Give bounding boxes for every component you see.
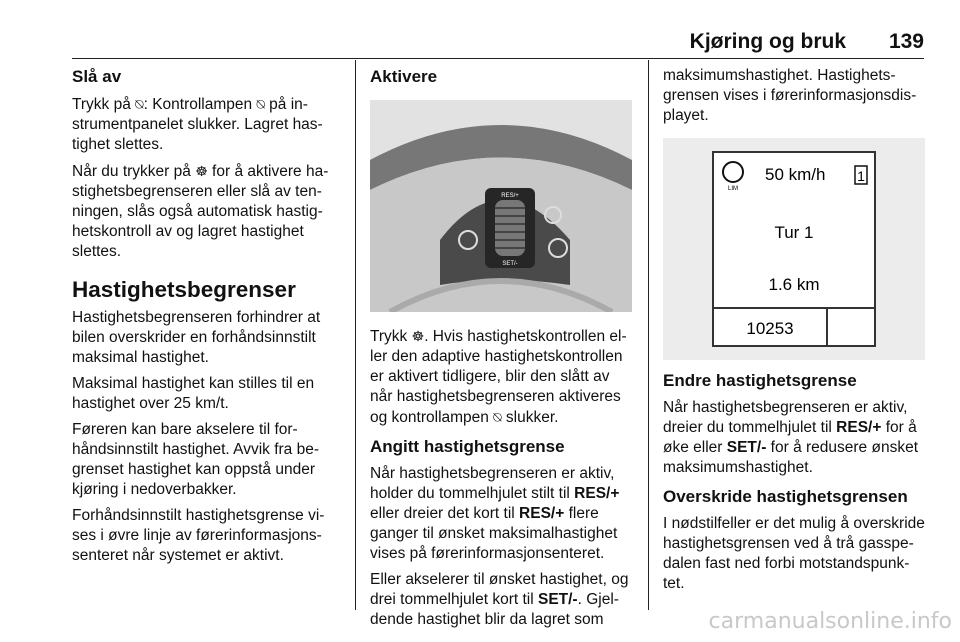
watermark: carmanualsonline.info [708,609,952,634]
set-keyword: SET/- [537,591,578,608]
trip-name: Tur 1 [774,223,814,242]
driver-info-display [663,138,925,360]
limiter-icon: ⍉ [135,96,144,112]
heading-aktivere: Aktivere [370,67,438,86]
heading-endre-hastighetsgrense: Endre hastighetsgrense [663,371,857,390]
page-number: 139 [888,30,924,53]
paragraph: Føreren kan bare akselere til for-håndsinnstilt hastighet. Avvik fra be-grenset hastighet kan oppstå under kjøring i nedoverbakker. [72,421,319,498]
paragraph [72,94,344,155]
res-keyword: RES/+ [519,505,565,522]
text: på in-strumentpanelet slukker. Lagret has-tighet slettes. [72,96,323,153]
text: slukker. [501,409,559,426]
text: Når hastighetsbegrenseren er aktiv, dreier du tommelhjulet til [663,399,908,436]
cruise-control-icon: ☸ [195,163,208,179]
column-middle [370,66,635,636]
paragraph: I nødstilfeller er det mulig å overskride hastighetsgrensen ved å trå gasspe-dalen fast ned forbi motstandspunk-tet. [663,515,925,592]
paragraph [370,326,635,428]
trip-distance: 1.6 km [768,275,820,294]
text: for å aktivere ha-stighetsbegrenseren eller slå av ten-ningen, slås også automatisk hastig-hetskontroll av og lagret hastighet slettes. [72,163,329,260]
limiter-indicator-icon: ⍉ [256,96,265,112]
set-label: SET/- [502,261,518,267]
text: Når du trykker på [72,163,196,180]
res-keyword: RES/+ [836,419,882,436]
heading-angitt-hastighetsgrense: Angitt hastighetsgrense [370,437,565,456]
text: . Gjel-dende hastighet blir da lagret som [370,591,619,628]
text: : Kontrollampen [143,96,257,113]
paragraph [370,570,635,630]
lim-label: LIM [727,186,739,192]
text: flere ganger til ønsket maksimalhastighet vises på førerinformasjonsenteret. [370,505,618,562]
page-header [72,0,924,59]
paragraph [72,161,344,262]
odometer: 10253 [746,319,794,338]
set-keyword: SET/- [726,439,767,456]
column-right [663,66,929,600]
cruise-control-icon: ☸ [411,328,425,344]
text: for å redusere ønsket maksimumshastighet. [663,439,918,476]
heading-sla-av: Slå av [72,67,122,86]
text: Eller akselerer til ønsket hastighet, og drei tommelhjulet kort til [370,571,629,608]
text: for å øke eller [663,419,917,456]
set-speed: 50 km/h [765,165,826,184]
page-tab: 1 [857,168,865,184]
res-label: RES/+ [501,193,519,199]
column-divider [355,60,356,610]
res-keyword: RES/+ [574,485,620,502]
text: Trykk på [72,96,136,113]
paragraph: Hastighetsbegrenseren forhindrer at bilen overskrider en forhåndsinnstilt maksimal hastighet. [72,309,321,366]
paragraph [663,398,929,478]
column-divider [648,60,649,610]
section-title: Kjøring og bruk [689,30,846,53]
heading-overskride-hastighetsgrensen: Overskride hastighetsgrensen [663,487,908,506]
column-left [72,66,344,572]
limiter-indicator-icon: ⍉ [493,409,502,425]
paragraph: Forhåndsinnstilt hastighetsgrense vi-ses i øvre linje av førerinformasjons-senteret når systemet er aktivt. [72,507,325,564]
paragraph: maksimumshastighet. Hastighets-grensen vises i førerinformasjonsdis-playet. [663,67,917,124]
text: Når hastighetsbegrenseren er aktiv, holder du tommelhjulet stilt til [370,465,615,502]
text: Trykk [370,328,412,345]
steering-wheel-illustration [370,100,632,312]
heading-hastighetsbegrenser: Hastighetsbegrenser [72,277,296,302]
paragraph [370,464,635,564]
text: . Hvis hastighetskontrollen el-ler den adaptive hastighetskontrollen er aktivert tidligere, blir den slått av når hastighetsbegrenseren aktiveres og kontrollampen [370,328,627,426]
text: eller dreier det kort til [370,505,520,522]
paragraph: Maksimal hastighet kan stilles til en hastighet over 25 km/t. [72,375,315,412]
